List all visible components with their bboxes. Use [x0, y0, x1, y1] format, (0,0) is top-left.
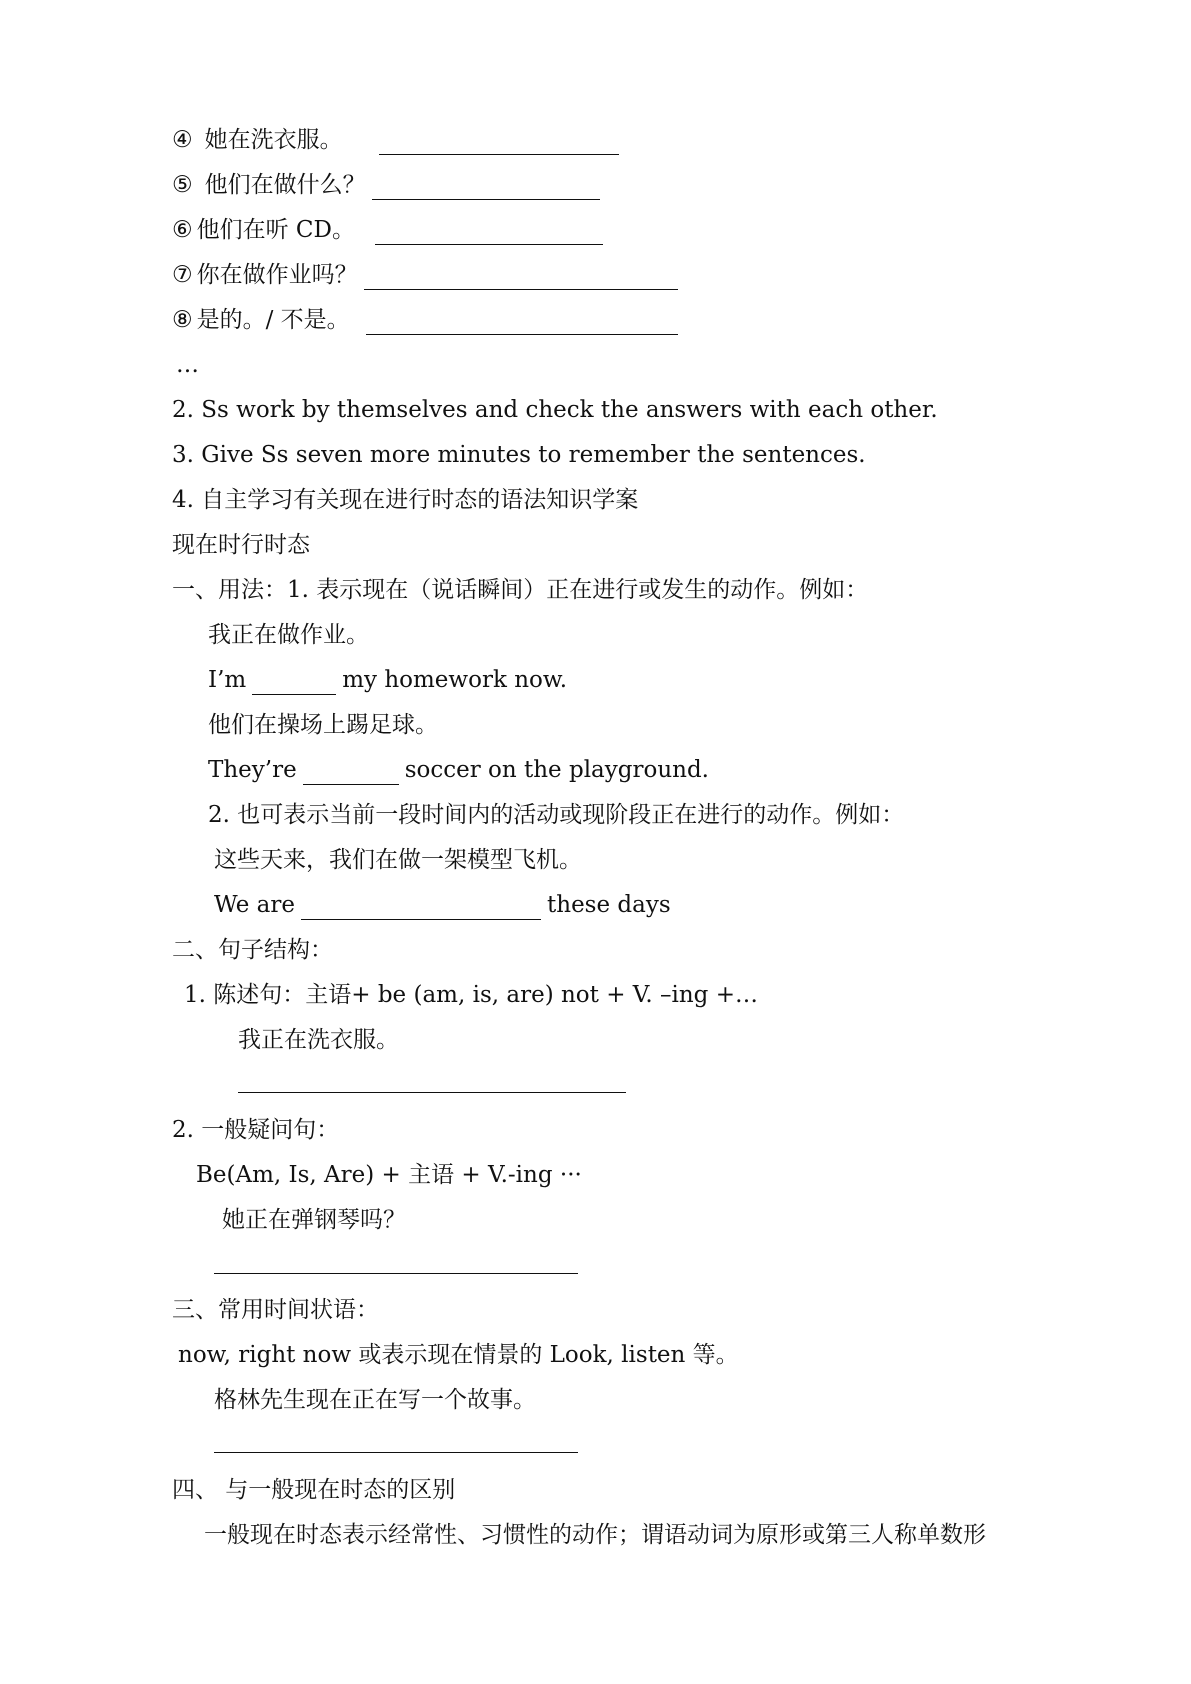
example-en: [208, 665, 567, 695]
example-cn: 她正在弹钢琴吗？: [222, 1207, 406, 1233]
item-number: ④: [172, 127, 193, 153]
item-number: ⑧: [172, 307, 193, 333]
fill-blank[interactable]: [252, 674, 336, 695]
item-text: 他们在听 CD。: [196, 217, 355, 243]
section-3-heading: 三、常用时间状语：: [172, 1297, 379, 1323]
answer-blank[interactable]: [372, 177, 600, 200]
example-en-before: I’m: [208, 667, 247, 693]
statement-formula: 1. 陈述句：主语+ be (am, is, are) not + V. –ing +…: [184, 982, 758, 1008]
item-number: ⑥: [172, 217, 193, 243]
section-1-heading: 一、用法：1. 表示现在（说话瞬间）正在进行或发生的动作。例如：: [172, 577, 869, 603]
answer-line[interactable]: [214, 1452, 578, 1453]
step-2: 2. Ss work by themselves and check the answers with each other.: [172, 397, 938, 423]
question-heading: 2. 一般疑问句：: [172, 1117, 340, 1143]
translation-item: [172, 260, 678, 290]
section-3-content: now, right now 或表示现在情景的 Look, listen 等。: [178, 1342, 739, 1368]
answer-blank[interactable]: [379, 132, 619, 155]
translation-item: [172, 215, 603, 245]
answer-line[interactable]: [238, 1092, 626, 1093]
answer-line[interactable]: [214, 1273, 578, 1274]
item-number: ⑦: [172, 262, 193, 288]
translation-item: [172, 125, 619, 155]
answer-blank[interactable]: [375, 222, 603, 245]
example-en-after: my homework now.: [342, 667, 568, 693]
fill-blank[interactable]: [303, 764, 399, 785]
example-en: [214, 890, 671, 920]
grammar-title: 现在时行时态: [172, 532, 310, 558]
example-en-before: They’re: [208, 757, 297, 783]
question-formula: Be(Am, Is, Are) + 主语 + V.-ing ···: [196, 1162, 582, 1188]
step-3: 3. Give Ss seven more minutes to remember the sentences.: [172, 442, 866, 468]
answer-blank[interactable]: [364, 267, 678, 290]
example-cn: 他们在操场上踢足球。: [208, 712, 438, 738]
item-text: 是的。/ 不是。: [196, 307, 350, 333]
answer-blank[interactable]: [366, 312, 678, 335]
example-cn: 我正在洗衣服。: [238, 1027, 399, 1053]
section-4-heading: 四、 与一般现在时态的区别: [172, 1477, 456, 1503]
translation-item: [172, 170, 600, 200]
item-number: ⑤: [172, 172, 193, 198]
usage-point-2: 2. 也可表示当前一段时间内的活动或现阶段正在进行的动作。例如：: [208, 802, 905, 828]
example-en: [208, 755, 709, 785]
fill-blank[interactable]: [301, 899, 541, 920]
section-4-content: 一般现在时态表示经常性、习惯性的动作；谓语动词为原形或第三人称单数形: [204, 1522, 986, 1548]
item-text: 他们在做什么？: [204, 172, 366, 198]
step-4: 4. 自主学习有关现在进行时态的语法知识学案: [172, 487, 639, 513]
example-en-before: We are: [214, 892, 296, 918]
example-en-after: soccer on the playground.: [404, 757, 709, 783]
example-cn: 这些天来，我们在做一架模型飞机。: [214, 847, 582, 873]
section-2-heading: 二、句子结构：: [172, 937, 333, 963]
example-en-after: these days: [547, 892, 671, 918]
item-text: 她在洗衣服。: [204, 127, 343, 153]
example-cn: 我正在做作业。: [208, 622, 369, 648]
translation-item: [172, 305, 678, 335]
example-cn: 格林先生现在正在写一个故事。: [214, 1387, 536, 1413]
ellipsis: …: [176, 352, 199, 378]
item-text: 你在做作业吗？: [196, 262, 358, 288]
